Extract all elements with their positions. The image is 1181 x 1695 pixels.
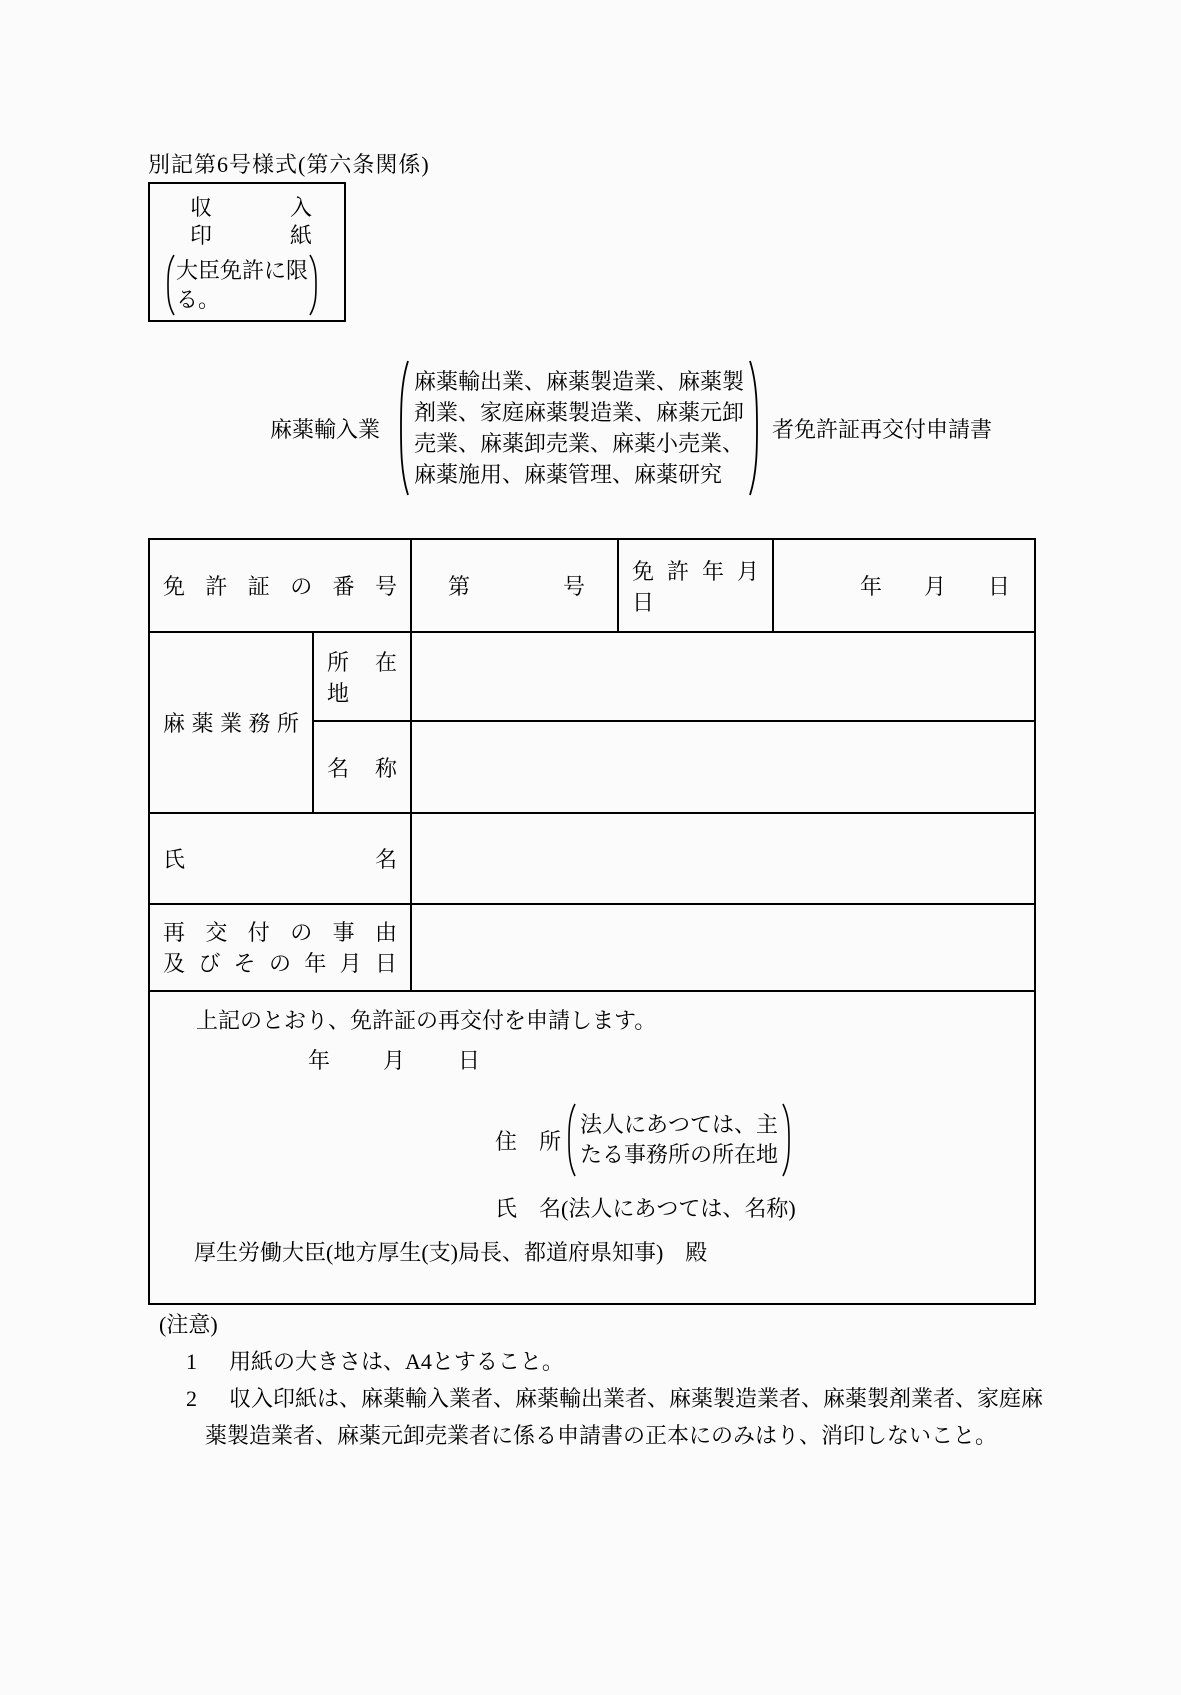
address-note-line-2: たる事務所の所在地 xyxy=(580,1142,779,1167)
notes-header: (注意) xyxy=(159,1312,218,1337)
note-2-text-line-2: 薬製造業者、麻薬元卸売業者に係る申請書の正本にのみはり、消印しないこと。 xyxy=(205,1423,998,1448)
revenue-stamp-note-line-1: 大臣免許に限 xyxy=(176,258,309,283)
revenue-stamp-note xyxy=(150,253,344,317)
brace-close-icon xyxy=(748,358,762,498)
note-2-number: 2 xyxy=(186,1386,197,1411)
license-type-line-1: 麻薬輸出業、麻薬製造業、麻薬製 xyxy=(414,369,745,394)
brace-open-icon xyxy=(396,358,410,498)
statement-line: 上記のとおり、免許証の再交付を申請します。 xyxy=(196,1008,657,1033)
note-item-1 xyxy=(186,1343,1043,1380)
person-name-label: 氏 名 xyxy=(149,813,411,904)
office-address-label: 所 在 地 xyxy=(313,632,411,721)
reissue-reason-label-line-2: 及 び そ の 年 月 日 xyxy=(163,950,398,976)
license-date-value-cell xyxy=(773,539,1035,632)
form-title xyxy=(270,358,992,498)
revenue-stamp-row-1: 収 入 xyxy=(190,195,316,220)
note-2-text-line-1: 収入印紙は、麻薬輸入業者、麻薬輸出業者、麻薬製造業者、麻薬製剤業者、家庭麻 xyxy=(229,1386,1044,1411)
license-type-alternatives xyxy=(396,358,762,498)
license-type-list xyxy=(410,366,748,490)
form-number-label: 別記第6号様式(第六条関係) xyxy=(148,152,430,177)
address-note xyxy=(577,1110,781,1170)
revenue-stamp-row-2: 印 紙 xyxy=(190,223,316,248)
statement-cell xyxy=(149,991,1035,1304)
recipient-line: 厚生労働大臣(地方厚生(支)局長、都道府県知事) 殿 xyxy=(194,1240,708,1265)
office-label: 麻 薬 業 務 所 xyxy=(149,632,313,813)
person-name-row xyxy=(149,813,1035,904)
form-title-suffix: 者免許証再交付申請書 xyxy=(772,416,993,442)
statement-date-line: 年 月 日 xyxy=(308,1048,484,1073)
revenue-stamp-text xyxy=(150,184,344,250)
form-title-prefix: 麻薬輸入業 xyxy=(270,416,381,442)
revenue-stamp-note-line-2: る。 xyxy=(176,287,221,312)
office-name-value-cell xyxy=(411,721,1035,813)
license-type-line-4: 麻薬施用、麻薬管理、麻薬研究 xyxy=(414,462,723,487)
license-type-line-3: 売業、麻薬卸売業、麻薬小売業、 xyxy=(414,431,745,456)
statement-row xyxy=(149,991,1035,1304)
license-number-value-cell xyxy=(411,539,618,632)
address-label: 住 所 xyxy=(495,1128,562,1154)
address-note-line-1: 法人にあつては、主 xyxy=(580,1112,779,1137)
reissue-reason-label xyxy=(149,904,411,991)
reissue-reason-label-line-1: 再 交 付 の 事 由 xyxy=(163,919,398,945)
office-address-value-cell xyxy=(411,632,1035,721)
license-number-row xyxy=(149,539,1035,632)
license-type-line-2: 剤業、家庭麻薬製造業、麻薬元卸 xyxy=(414,400,745,425)
paren-open-icon xyxy=(565,1102,577,1178)
note-1-text: 用紙の大きさは、A4とすること。 xyxy=(229,1349,564,1374)
applicant-name-line: 氏 名(法人にあつては、名称) xyxy=(495,1196,796,1221)
paren-close-icon xyxy=(308,253,320,317)
license-number-label: 免 許 証 の 番 号 xyxy=(149,539,411,632)
number-prefix: 第 xyxy=(448,574,471,599)
reissue-reason-value-cell xyxy=(411,904,1035,991)
number-suffix: 号 xyxy=(563,574,586,599)
paren-open-icon xyxy=(164,253,176,317)
application-table xyxy=(148,538,1036,1305)
reissue-reason-row xyxy=(149,904,1035,991)
person-name-value-cell xyxy=(411,813,1035,904)
month-label: 月 xyxy=(923,574,946,599)
note-1-number: 1 xyxy=(186,1349,197,1374)
office-address-row xyxy=(149,632,1035,721)
applicant-address-block xyxy=(495,1102,793,1178)
license-date-label: 免 許 年 月 日 xyxy=(618,539,773,632)
day-label: 日 xyxy=(988,574,1011,599)
year-label: 年 xyxy=(859,574,882,599)
revenue-stamp-note-text xyxy=(176,256,308,314)
note-item-2 xyxy=(159,1380,1043,1454)
revenue-stamp-box xyxy=(148,182,346,322)
notes-section xyxy=(159,1306,1043,1454)
office-name-label: 名 称 xyxy=(313,721,411,813)
paren-close-icon xyxy=(781,1102,793,1178)
